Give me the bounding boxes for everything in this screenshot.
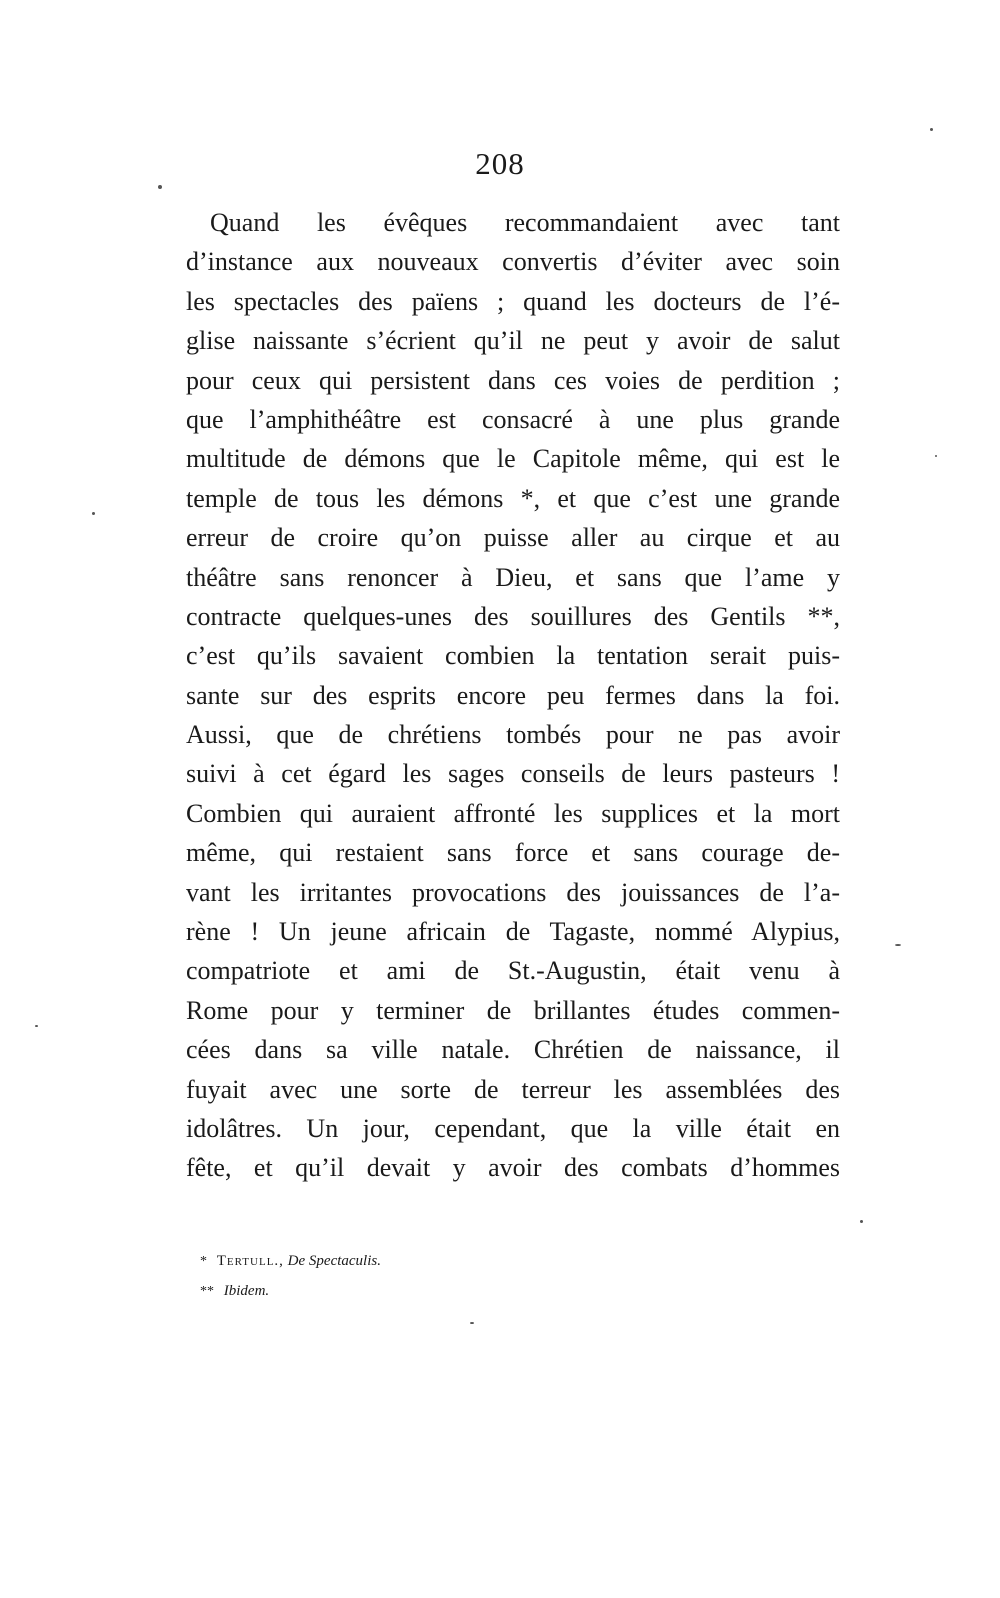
body-text <box>186 203 840 1188</box>
text-line: multitude de démons que le Capitole même, qui est le <box>186 444 840 474</box>
text-line: temple de tous les démons *, et que c’est une grande <box>186 483 840 513</box>
text-line: glise naissante s’écrient qu’il ne peut y avoir de salut <box>186 326 840 356</box>
paper-speck <box>92 512 95 515</box>
footnote-marker: ** <box>200 1284 214 1299</box>
paper-speck <box>895 944 901 946</box>
paper-speck <box>470 1322 474 1324</box>
page-number: 208 <box>475 146 525 181</box>
text-line: vant les irritantes provocations des jouissances de l’a- <box>186 877 840 907</box>
paper-speck <box>158 185 162 189</box>
text-line: cées dans sa ville natale. Chrétien de naissance, il <box>186 1035 840 1065</box>
text-line: d’instance aux nouveaux convertis d’éviter avec soin <box>186 247 840 277</box>
text-line: théâtre sans renoncer à Dieu, et sans que l’ame y <box>186 562 840 592</box>
text-line: contracte quelques-unes des souillures des Gentils **, <box>186 601 840 631</box>
footnotes <box>200 1248 800 1308</box>
text-line: idolâtres. Un jour, cependant, que la ville était en <box>186 1113 840 1143</box>
text-line: c’est qu’ils savaient combien la tentation serait puis- <box>186 641 840 671</box>
text-line: fête, et qu’il devait y avoir des combats d’hommes <box>186 1153 840 1183</box>
text-line: sante sur des esprits encore peu fermes dans la foi. <box>186 680 840 710</box>
paper-speck <box>860 1220 863 1223</box>
text-line: rène ! Un jeune africain de Tagaste, nommé Alypius, <box>186 917 840 947</box>
paper-speck <box>35 1025 38 1027</box>
paper-speck <box>935 455 937 457</box>
footnote-title: Ibidem. <box>223 1283 270 1299</box>
text-line: Combien qui auraient affronté les supplices et la mort <box>186 798 840 828</box>
text-line: erreur de croire qu’on puisse aller au cirque et au <box>186 523 840 553</box>
paper-speck <box>930 128 933 131</box>
text-line: pour ceux qui persistent dans ces voies de perdition ; <box>186 365 840 395</box>
text-line: Aussi, que de chrétiens tombés pour ne pas avoir <box>186 720 840 750</box>
text-line: que l’amphithéâtre est consacré à une plus grande <box>186 404 840 434</box>
text-line: fuyait avec une sorte de terreur les assemblées des <box>186 1074 840 1104</box>
text-line: suivi à cet égard les sages conseils de leurs pasteurs ! <box>186 759 840 789</box>
footnote-author: Tertull., <box>216 1253 284 1269</box>
footnote-title: De Spectaculis. <box>287 1253 381 1269</box>
text-line: même, qui restaient sans force et sans courage de- <box>186 838 840 868</box>
text-line: compatriote et ami de St.-Augustin, était venu à <box>186 956 840 986</box>
text-line: Quand les évêques recommandaient avec tant <box>210 208 840 237</box>
footnote-2 <box>200 1278 800 1308</box>
footnote-1 <box>200 1248 800 1278</box>
footnote-marker: * <box>200 1254 207 1269</box>
text-line: Rome pour y terminer de brillantes études commen- <box>186 995 840 1025</box>
text-line: les spectacles des païens ; quand les docteurs de l’é- <box>186 286 840 316</box>
